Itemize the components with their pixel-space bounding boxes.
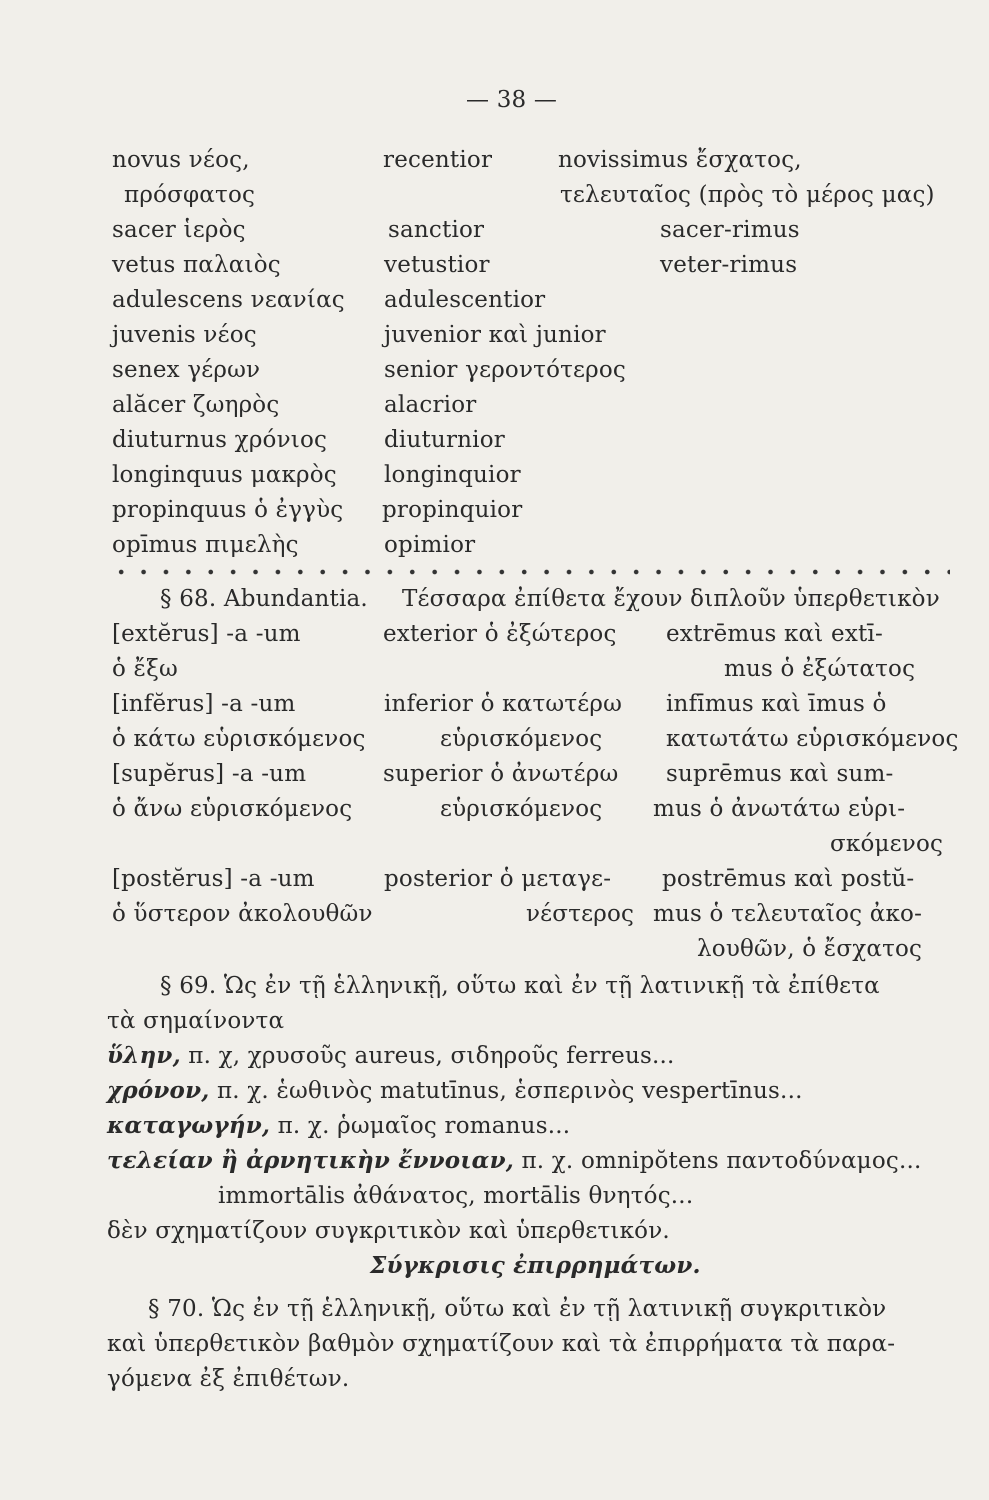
table1-r4-c1: adulescens νεανίας	[112, 287, 345, 313]
s68-r2-c2: inferior ὁ κατωτέρω	[384, 691, 623, 717]
table1-r4-c2: adulescentior	[384, 287, 546, 313]
section70-line3: γόμενα ἐξ ἐπιθέτων.	[107, 1366, 350, 1392]
s68-r4-c2: superior ὁ ἀνωτέρω	[383, 761, 619, 787]
section69-line1: § 69. Ὡς ἐν τῇ ἑλληνικῇ, οὕτω καὶ ἐν τῇ λατινικῇ τὰ ἐπίθετα	[160, 973, 880, 999]
section68-intro: Τέσσαρα ἐπίθετα ἔχουν διπλοῦν ὑπερθετικὸν	[402, 586, 940, 612]
table1-r0-c3: novissimus ἔσχατος,	[558, 147, 802, 173]
table1-r3-c2: vetustior	[384, 252, 490, 278]
table1-r6-c1: senex γέρων	[112, 357, 261, 383]
page-number: — 38 —	[466, 87, 558, 113]
s69-example-text: π. χ. omnipŏtens παντοδύναμος...	[521, 1148, 922, 1174]
s68-r5-c3: mus ὁ ἀνωτάτω εὑρι-	[653, 796, 906, 822]
s68-r2-c3: infīmus καὶ īmus ὁ	[666, 691, 887, 717]
s68-r7-c3: postrēmus καὶ postŭ-	[662, 866, 915, 892]
adverbs-heading: Σύγκρισις ἐπιρρημάτων.	[370, 1252, 701, 1279]
s68-r8-c3: mus ὁ τελευταῖος ἀκο-	[653, 901, 923, 927]
table1-r11-c2: opimior	[384, 532, 476, 558]
s69-example-0	[107, 1042, 675, 1070]
s68-r5-c2: εὑρισκόμενος	[440, 796, 603, 822]
s68-r6-c3: σκόμενος	[830, 831, 944, 857]
table1-r2-c2: sanctior	[388, 217, 485, 243]
s69-example-text: π. χ. ἑωθινὸς matutīnus, ἑσπερινὸς vespertīnus...	[216, 1078, 803, 1104]
s68-r1-c3: mus ὁ ἐξώτατος	[724, 656, 916, 682]
table1-r5-c2: juvenior καὶ junior	[384, 322, 606, 348]
table1-r10-c1: propinquus ὁ ἐγγὺς	[112, 497, 344, 523]
section68-heading: § 68. Abundantia.	[160, 586, 368, 612]
s68-r3-c1: ὁ κάτω εὑρισκόμενος	[112, 726, 366, 752]
table1-r3-c3: veter-rimus	[660, 252, 798, 278]
table1-r11-c1: opīmus πιμελὴς	[112, 532, 299, 558]
table1-r0-c2: recentior	[383, 147, 493, 173]
table1-r9-c1: longinquus μακρὸς	[112, 462, 337, 488]
s69-continuation: immortālis ἀθάνατος, mortālis θνητός...	[218, 1183, 694, 1209]
s69-example-label: τελείαν ἢ ἀρνητικὴν ἔννοιαν,	[107, 1147, 514, 1174]
table1-r3-c1: vetus παλαιὸς	[112, 252, 281, 278]
s69-conclusion: δὲν σχηματίζουν συγκριτικὸν καὶ ὑπερθετικόν.	[107, 1218, 670, 1244]
table1-r8-c2: diuturnior	[384, 427, 505, 453]
s68-r4-c3: suprēmus καὶ sum-	[666, 761, 894, 787]
s69-example-label: καταγωγήν,	[107, 1112, 271, 1139]
table1-r2-c1: sacer ἱερὸς	[112, 217, 246, 243]
table1-r5-c1: juvenis νέος	[112, 322, 257, 348]
s69-example-label: χρόνον,	[107, 1077, 210, 1104]
s69-example-2	[107, 1112, 570, 1140]
s68-r0-c1: [extĕrus] -a -um	[112, 621, 301, 647]
table1-r7-c1: alăcer ζωηρὸς	[112, 392, 280, 418]
s68-r7-c1: [postĕrus] -a -um	[112, 866, 315, 892]
s68-r1-c1: ὁ ἔξω	[112, 656, 178, 682]
table1-r10-c2: propinquior	[382, 497, 523, 523]
table1-r9-c2: longinquior	[384, 462, 521, 488]
s69-example-label: ὕλην,	[107, 1042, 181, 1069]
section69-line2: τὰ σημαίνοντα	[107, 1008, 285, 1034]
s68-r0-c3: extrēmus καὶ extī-	[666, 621, 883, 647]
table1-r2-c3: sacer-rimus	[660, 217, 800, 243]
table1-r1-c1: πρόσφατος	[124, 182, 256, 208]
s68-r8-c2: νέστερος	[526, 901, 635, 927]
s68-r2-c1: [infĕrus] -a -um	[112, 691, 296, 717]
table1-r8-c1: diuturnus χρόνιος	[112, 427, 328, 453]
table1-r6-c2: senior γεροντότερος	[384, 357, 627, 383]
s68-r3-c3: κατωτάτω εὑρισκόμενος	[666, 726, 959, 752]
section70-line2: καὶ ὑπερθετικὸν βαθμὸν σχηματίζουν καὶ τὰ ἐπιρρήματα τὰ παρα-	[107, 1331, 896, 1357]
s68-r5-c1: ὁ ἄνω εὑρισκόμενος	[112, 796, 353, 822]
s68-r9-c3: λουθῶν, ὁ ἔσχατος	[697, 936, 923, 962]
table1-r7-c2: alacrior	[384, 392, 477, 418]
section70-line1: § 70. Ὡς ἐν τῇ ἑλληνικῇ, οὕτω καὶ ἐν τῇ λατινικῇ συγκριτικὸν	[148, 1296, 887, 1322]
s69-example-1	[107, 1077, 803, 1105]
s68-r8-c1: ὁ ὕστερον ἀκολουθῶν	[112, 901, 373, 927]
s69-example-text: π. χ, χρυσοῦς aureus, σιδηροῦς ferreus...	[188, 1043, 675, 1069]
table1-r0-c1: novus νέος,	[112, 147, 250, 173]
s68-r7-c2: posterior ὁ μεταγε-	[384, 866, 612, 892]
s68-r3-c2: εὑρισκόμενος	[440, 726, 603, 752]
s69-example-3	[107, 1147, 921, 1175]
s68-r4-c1: [supĕrus] -a -um	[112, 761, 307, 787]
table1-r1-c3: τελευταῖος (πρὸς τὸ μέρος μας)	[560, 182, 935, 208]
s68-r0-c2: exterior ὁ ἐξώτερος	[383, 621, 617, 647]
s69-example-text: π. χ. ῥωμαῖος romanus...	[277, 1113, 571, 1139]
dotted-separator	[110, 566, 950, 578]
